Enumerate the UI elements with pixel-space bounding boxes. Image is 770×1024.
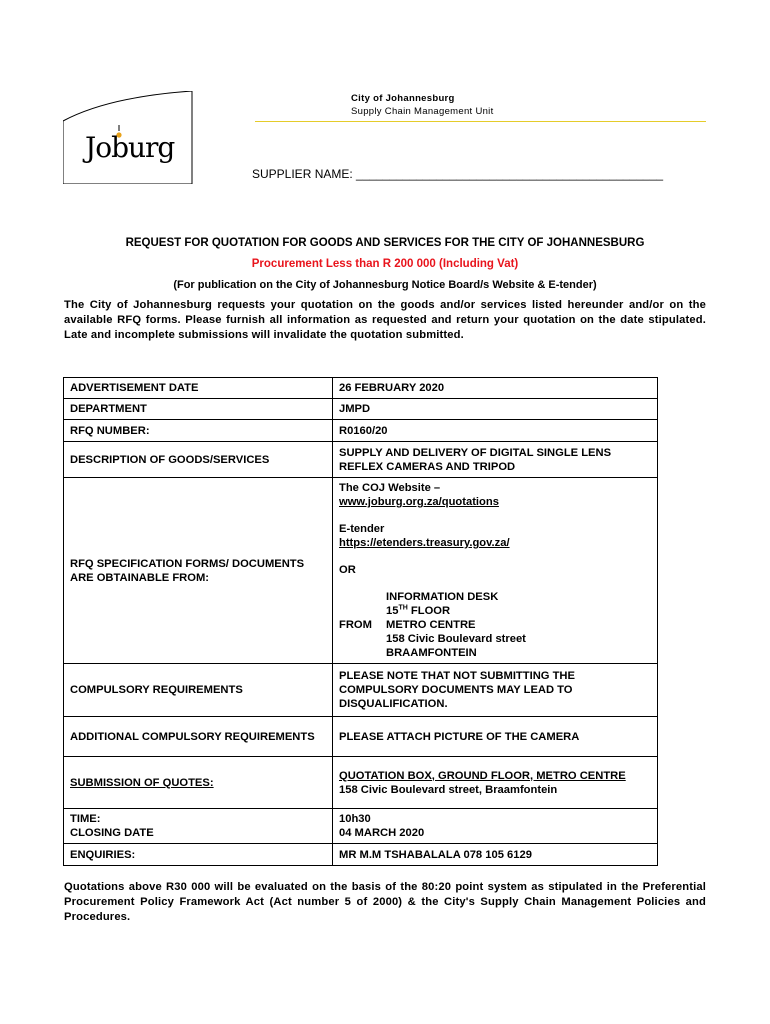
header-divider [255,121,706,122]
ad-date-value: 26 FEBRUARY 2020 [333,378,658,399]
submission-value [333,757,658,809]
description-label: DESCRIPTION OF GOODS/SERVICES [64,442,333,478]
coj-website-label: The COJ Website – [339,482,441,494]
org-block [351,92,494,118]
supplier-name-field[interactable] [252,167,663,181]
from-label: FROM [339,619,372,631]
address-line-1: INFORMATION DESK [386,591,499,603]
time-closing-label [64,809,333,844]
table-row [64,442,658,478]
enquiries-label: ENQUIRIES: [64,844,333,866]
address-line-3: METRO CENTRE [386,619,476,631]
intro-paragraph: The City of Johannesburg requests your quotation on the goods and/or services listed hereunder and/or on the available RFQ forms. Please furnish all information as requested and return your quotation on the date stipulated. Late and incomplete submissions will invalidate the quotation submitted. [64,299,706,341]
supplier-label: SUPPLIER NAME: [252,167,353,181]
department-value: JMPD [333,399,658,420]
description-value: SUPPLY AND DELIVERY OF DIGITAL SINGLE LENS REFLEX CAMERAS AND TRIPOD [333,442,658,478]
compulsory-value: PLEASE NOTE THAT NOT SUBMITTING THE COMPULSORY DOCUMENTS MAY LEAD TO DISQUALIFICATION. [333,664,658,717]
closing-date-value: 04 MARCH 2020 [339,827,425,839]
document-title: REQUEST FOR QUOTATION FOR GOODS AND SERVICES FOR THE CITY OF JOHANNESBURG [125,237,645,249]
from-address [339,590,526,660]
address-line-2: 15TH FLOOR [386,604,451,617]
rfq-number-label: RFQ NUMBER: [64,420,333,442]
enquiries-value: MR M.M TSHABALALA 078 105 6129 [333,844,658,866]
logo-text: Joburg [85,131,175,164]
etender-label: E-tender [339,523,385,535]
publication-note: (For publication on the City of Johannesburg Notice Board/s Website & E-tender) [173,279,597,291]
submission-label: SUBMISSION OF QUOTES: [64,757,333,809]
org-city: City of Johannesburg [351,93,455,104]
or-text: OR [339,564,356,576]
submission-line-2: 158 Civic Boulevard street, Braamfontein [339,783,558,796]
table-row [64,757,658,809]
etender-link[interactable]: https://etenders.treasury.gov.za/ [339,537,510,549]
table-row [64,717,658,757]
table-row [64,399,658,420]
table-row [64,809,658,844]
rfq-table [63,377,658,866]
address-line-4: 158 Civic Boulevard street [386,633,526,645]
ad-date-label: ADVERTISEMENT DATE [64,378,333,399]
joburg-logo [63,91,193,184]
time-value: 10h30 [339,813,371,825]
spec-forms-label: RFQ SPECIFICATION FORMS/ DOCUMENTS ARE OBTAINABLE FROM: [64,478,333,664]
rfq-number-value: R0160/20 [333,420,658,442]
org-unit: Supply Chain Management Unit [351,106,494,117]
time-label: TIME: [70,813,101,825]
procurement-subtitle: Procurement Less than R 200 000 (Including Vat) [251,258,519,270]
table-row [64,664,658,717]
address-line-5: BRAAMFONTEIN [386,647,477,659]
table-row [64,844,658,866]
table-row [64,420,658,442]
department-label: DEPARTMENT [64,399,333,420]
evaluation-note: Quotations above R30 000 will be evaluated on the basis of the 80:20 point system as stipulated in the Preferential Procurement Policy Framework Act (Act number 5 of 2000) & the City's Supply Chain Management Policies and Procedures. [64,881,706,923]
time-closing-value [333,809,658,844]
coj-website-link[interactable]: www.joburg.org.za/quotations [339,496,499,508]
additional-compulsory-label: ADDITIONAL COMPULSORY REQUIREMENTS [64,717,333,757]
table-row [64,378,658,399]
submission-line-1: QUOTATION BOX, GROUND FLOOR, METRO CENTRE [339,769,626,782]
compulsory-label: COMPULSORY REQUIREMENTS [64,664,333,717]
supplier-blank: ______________________________________________ [356,167,664,181]
spec-forms-value [333,478,658,664]
additional-compulsory-value: PLEASE ATTACH PICTURE OF THE CAMERA [333,717,658,757]
table-row [64,478,658,664]
closing-date-label: CLOSING DATE [70,827,154,839]
